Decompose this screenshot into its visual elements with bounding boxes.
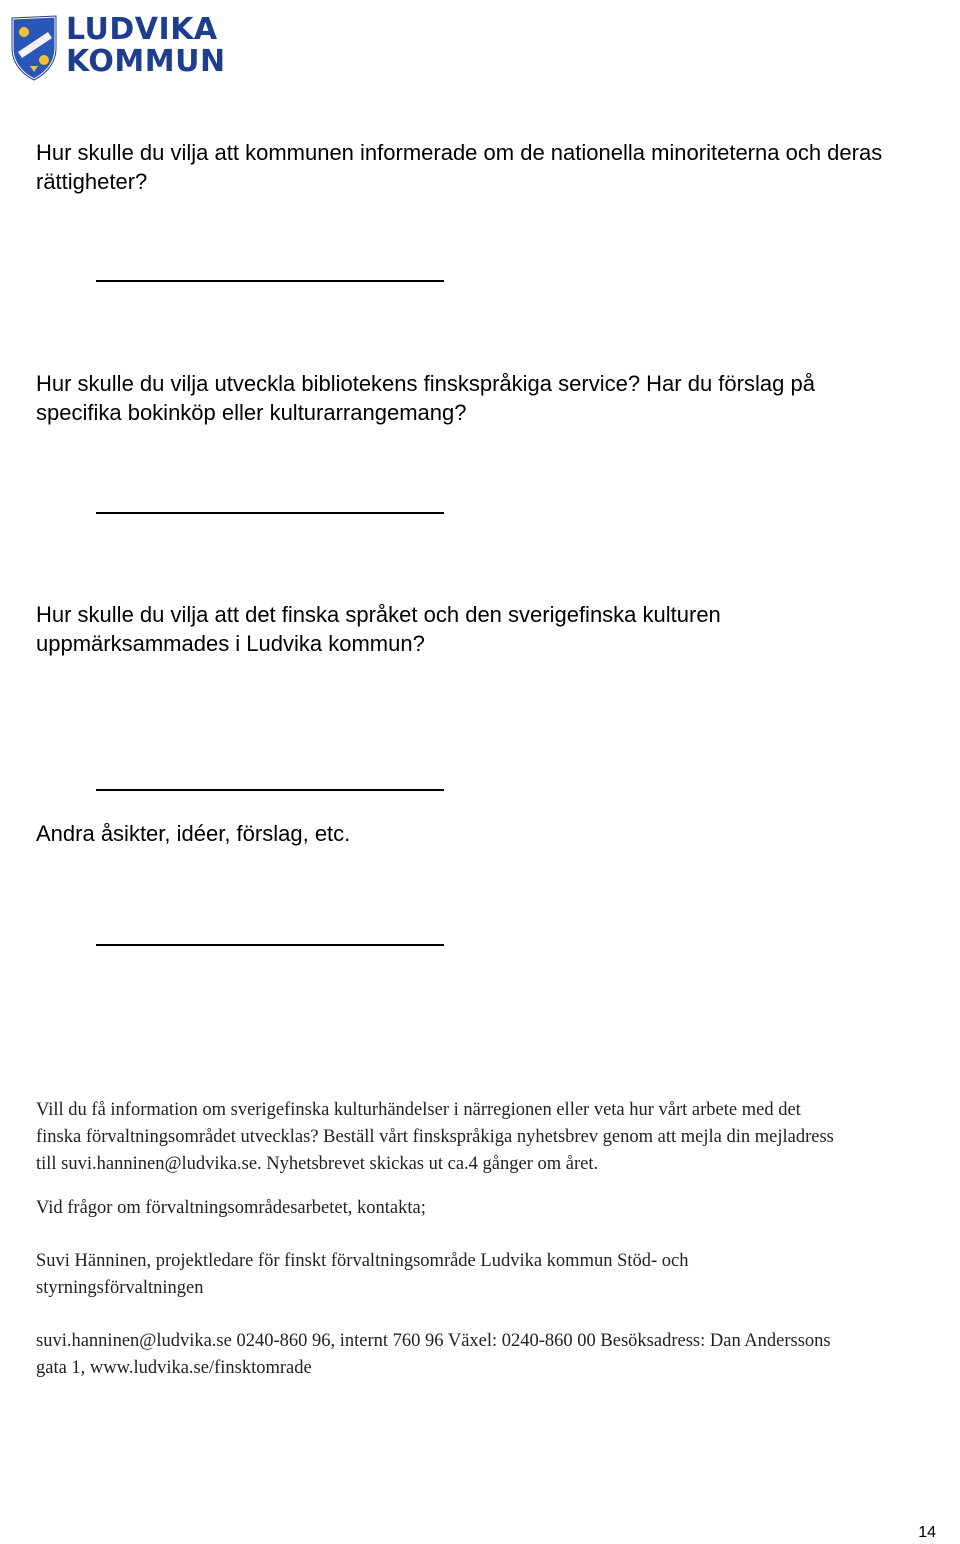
coat-of-arms-icon: [8, 12, 62, 82]
contact-person-line-2: styrningsförvaltningen: [36, 1278, 204, 1298]
question-2-line-1: Hur skulle du vilja utveckla bibliotekens finskspråkiga service? Har du förslag på: [36, 371, 815, 396]
answer-line-4: [96, 944, 444, 946]
newsletter-paragraph: [36, 1097, 936, 1178]
question-3-line-2: uppmärksammades i Ludvika kommun?: [36, 631, 425, 656]
question-1: [36, 138, 936, 196]
contact-intro: [36, 1195, 936, 1222]
ludvika-kommun-logo: [8, 10, 226, 82]
contact-person-line-1: Suvi Hänninen, projektledare för finskt förvaltningsområde Ludvika kommun Stöd- och: [36, 1251, 689, 1271]
question-2-line-2: specifika bokinköp eller kulturarrangemang?: [36, 400, 467, 425]
logo-line-kommun: KOMMUN: [66, 44, 226, 79]
question-1-line-2: rättigheter?: [36, 169, 148, 194]
page-number: 14: [918, 1524, 936, 1541]
contact-details: [36, 1328, 936, 1382]
answer-line-2: [96, 512, 444, 514]
contact-details-line-1: suvi.hanninen@ludvika.se 0240-860 96, internt 760 96 Växel: 0240-860 00 Besöksadress: Dan Anderssons: [36, 1331, 831, 1351]
newsletter-line-3: till suvi.hanninen@ludvika.se. Nyhetsbrevet skickas ut ca.4 gånger om året.: [36, 1154, 599, 1174]
logo-line-ludvika: LUDVIKA: [66, 12, 218, 47]
contact-details-line-2: gata 1, www.ludvika.se/finsktomrade: [36, 1358, 312, 1378]
question-4: [36, 819, 936, 848]
answer-line-1: [96, 280, 444, 282]
contact-intro-text: Vid frågor om förvaltningsområdesarbetet, kontakta;: [36, 1198, 426, 1218]
contact-person: [36, 1248, 936, 1302]
question-1-line-1: Hur skulle du vilja att kommunen informerade om de nationella minoriteterna och deras: [36, 140, 883, 165]
question-4-line-1: Andra åsikter, idéer, förslag, etc.: [36, 821, 351, 846]
newsletter-line-2: finska förvaltningsområdet utvecklas? Beställ vårt finskspråkiga nyhetsbrev genom att mejla din mejladress: [36, 1127, 834, 1147]
logo-wordmark: [66, 14, 226, 78]
newsletter-line-1: Vill du få information om sverigefinska kulturhändelser i närregionen eller veta hur vårt arbete med det: [36, 1100, 801, 1120]
answer-line-3: [96, 789, 444, 791]
question-3-line-1: Hur skulle du vilja att det finska språket och den sverigefinska kulturen: [36, 602, 721, 627]
question-2: [36, 369, 936, 427]
question-3: [36, 600, 936, 658]
